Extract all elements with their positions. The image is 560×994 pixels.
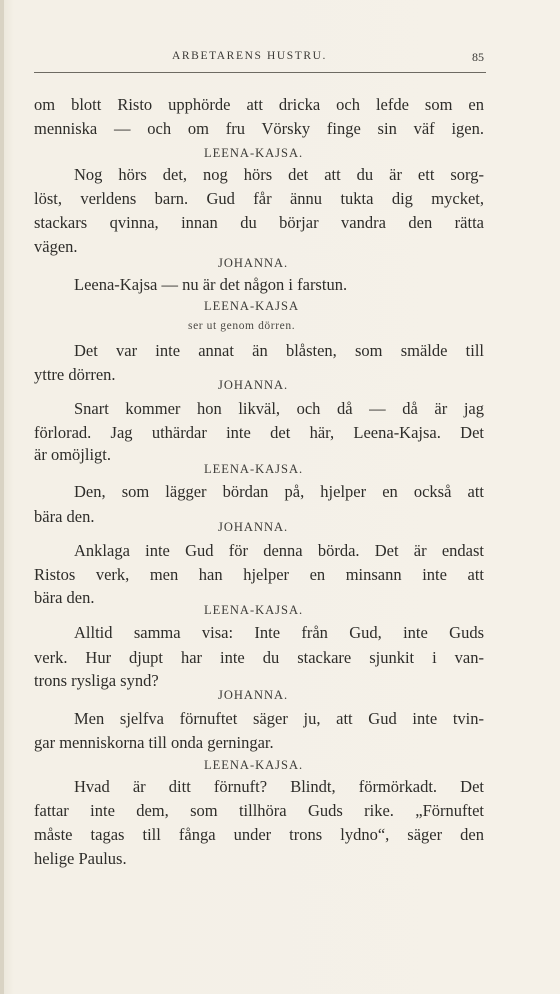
text-line: Nog hörs det, nog hörs det att du är ett sorg- (74, 165, 484, 184)
speaker-name: JOHANNA. (218, 378, 289, 392)
text-line: helige Paulus. (34, 849, 127, 868)
text-line: menniska — och om fru Vörsky finge sin väf igen. (34, 119, 484, 138)
page-number: 85 (472, 50, 484, 64)
page-header (34, 50, 484, 70)
text-line: Leena-Kajsa — nu är det någon i farstun. (74, 275, 348, 294)
text-line: Ristos verk, men han hjelper en minsann inte att (34, 565, 484, 584)
text-line: stackars qvinna, innan du börjar vandra den rätta (34, 213, 484, 232)
speaker-name: JOHANNA. (218, 256, 289, 270)
header-rule (34, 72, 486, 73)
text-line: Anklaga inte Gud för denna börda. Det är endast (74, 541, 484, 560)
speaker-name: LEENA-KAJSA. (204, 462, 304, 476)
text-line: om blott Risto upphörde att dricka och lefde som en (34, 95, 484, 114)
text-line: vägen. (34, 237, 78, 256)
speaker-name: LEENA-KAJSA. (204, 603, 304, 617)
text-line: Men sjelfva förnuftet säger ju, att Gud inte tvin- (74, 709, 484, 728)
text-line: Snart kommer hon likväl, och då — då är jag (74, 399, 484, 418)
text-line: Hvad är ditt förnuft? Blindt, förmörkadt. Det (74, 777, 484, 796)
running-title: ARBETARENS HUSTRU. (172, 50, 328, 62)
speaker-name: LEENA-KAJSA. (204, 146, 304, 160)
text-line: Alltid samma visa: Inte från Gud, inte Guds (74, 623, 484, 642)
text-line: är omöjligt. (34, 445, 111, 464)
text-line: bära den. (34, 507, 95, 526)
stage-direction: ser ut genom dörren. (188, 320, 296, 332)
text-line: gar menniskorna till onda gerningar. (34, 733, 274, 752)
text-line: löst, verldens barn. Gud får ännu tukta dig mycket, (34, 189, 484, 208)
text-line: måste tagas till fånga under trons lydno“, säger den (34, 825, 484, 844)
text-line: Den, som lägger bördan på, hjelper en också att (74, 482, 484, 501)
speaker-name: JOHANNA. (218, 520, 289, 534)
page-edge (0, 0, 4, 994)
speaker-name: JOHANNA. (218, 688, 289, 702)
text-line: fattar inte dem, som tillhöra Guds rike. „Förnuftet (34, 801, 484, 820)
text-line: förlorad. Jag uthärdar inte det här, Leena-Kajsa. Det (34, 423, 484, 442)
text-line: yttre dörren. (34, 365, 116, 384)
text-line: bära den. (34, 588, 95, 607)
text-line: trons rysliga synd? (34, 671, 159, 690)
speaker-name: LEENA-KAJSA. (204, 758, 304, 772)
text-line: verk. Hur djupt har inte du stackare sjunkit i van- (34, 648, 484, 667)
speaker-name: LEENA-KAJSA (204, 299, 300, 313)
text-line: Det var inte annat än blåsten, som smälde till (74, 341, 484, 360)
